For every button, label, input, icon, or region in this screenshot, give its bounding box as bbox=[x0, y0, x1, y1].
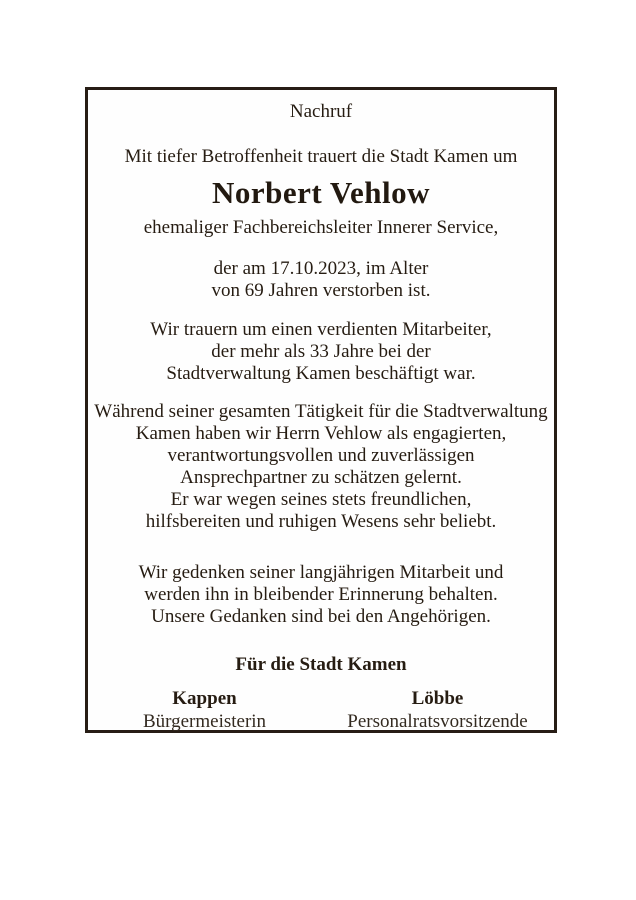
signature-block-left bbox=[88, 687, 321, 733]
closing-line: Für die Stadt Kamen bbox=[235, 654, 407, 675]
text-line: Er war wegen seines stets freundlichen, bbox=[170, 489, 472, 510]
mourning-paragraph bbox=[88, 319, 554, 385]
text-line: Wir trauern um einen verdienten Mitarbeiter, bbox=[150, 319, 492, 340]
text-line: Ansprechpartner zu schätzen gelernt. bbox=[180, 467, 462, 488]
text-line: von 69 Jahren verstorben ist. bbox=[211, 280, 431, 301]
obituary-header: Nachruf bbox=[289, 101, 353, 122]
text-line: hilfsbereiten und ruhigen Wesens sehr beliebt. bbox=[145, 511, 497, 532]
tribute-paragraph bbox=[88, 401, 554, 533]
obituary-card bbox=[85, 87, 557, 733]
text-line: Unsere Gedanken sind bei den Angehörigen. bbox=[151, 606, 491, 627]
signer-title: Personalratsvorsitzende bbox=[347, 711, 528, 732]
death-info-paragraph bbox=[88, 258, 554, 302]
text-line: Kamen haben wir Herrn Vehlow als engagierten, bbox=[135, 423, 507, 444]
signer-title: Bürgermeisterin bbox=[142, 711, 267, 732]
signature-block-right bbox=[321, 687, 554, 733]
signature-row bbox=[88, 687, 554, 733]
text-line: Wir gedenken seiner langjährigen Mitarbeit und bbox=[138, 562, 504, 583]
text-line: werden ihn in bleibender Erinnerung behalten. bbox=[144, 584, 498, 605]
deceased-role: ehemaliger Fachbereichsleiter Innerer Service, bbox=[143, 217, 499, 238]
text-line: Während seiner gesamten Tätigkeit für die Stadtverwaltung bbox=[94, 401, 548, 422]
signer-name: Kappen bbox=[172, 688, 237, 709]
text-line: Stadtverwaltung Kamen beschäftigt war. bbox=[166, 363, 476, 384]
text-line: der mehr als 33 Jahre bei der bbox=[211, 341, 431, 362]
text-line: verantwortungsvollen und zuverlässigen bbox=[167, 445, 475, 466]
remembrance-paragraph bbox=[88, 562, 554, 628]
intro-line: Mit tiefer Betroffenheit trauert die Stadt Kamen um bbox=[124, 146, 518, 167]
deceased-name: Norbert Vehlow bbox=[212, 175, 430, 210]
signer-name: Löbbe bbox=[411, 688, 464, 709]
text-line: der am 17.10.2023, im Alter bbox=[213, 258, 429, 279]
